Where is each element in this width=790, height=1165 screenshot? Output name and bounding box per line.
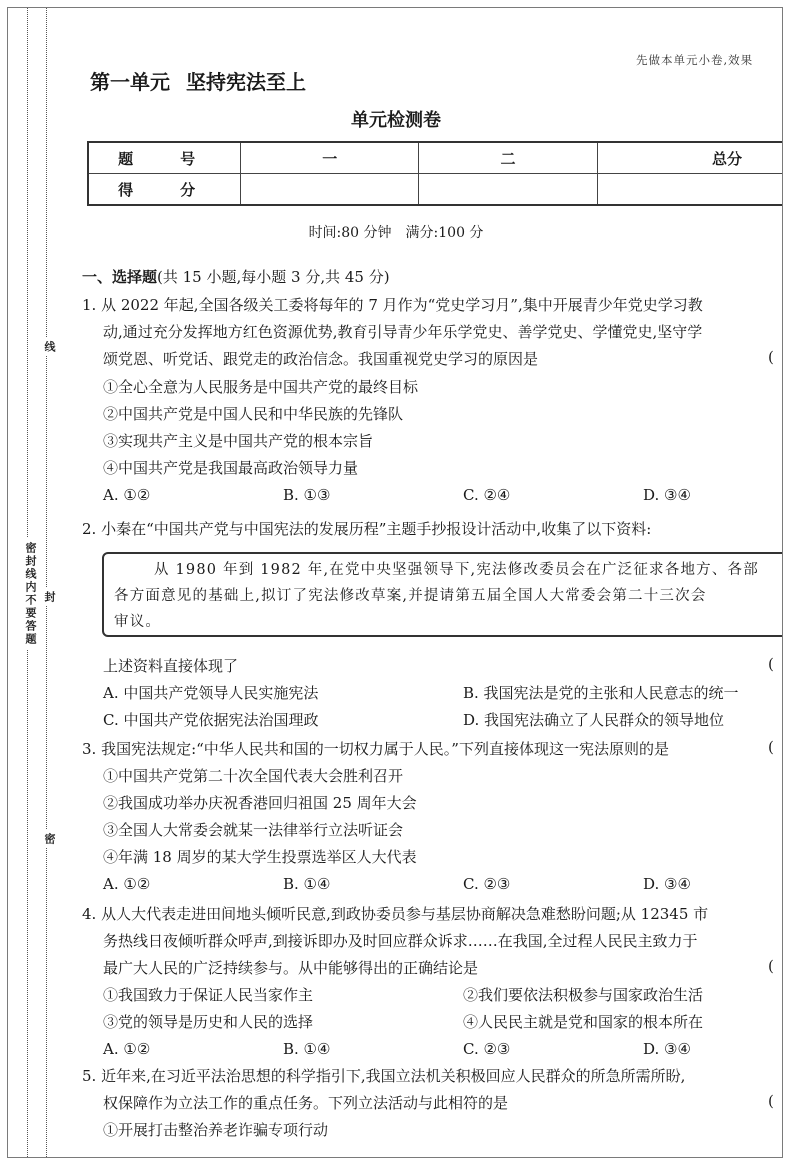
q5-line-2: 权保障作为立法工作的重点任务。下列立法活动与此相符的是 <box>103 1094 509 1112</box>
q3-option-c[interactable]: C. ②③ <box>463 875 511 893</box>
header-tip: 先做本单元小卷,效果 <box>636 53 754 67</box>
exam-content <box>8 8 782 1157</box>
q3-statement-3: ③全国人大常委会就某一法律举行立法听证会 <box>103 821 404 839</box>
q2-option-a[interactable]: A. 中国共产党领导人民实施宪法 <box>103 684 319 702</box>
q2-material-line-3: 审议。 <box>114 614 162 630</box>
section-title: 一、选择题 <box>82 268 158 286</box>
q3-option-d[interactable]: D. ③④ <box>643 875 691 893</box>
q3-statement-2: ②我国成功举办庆祝香港回归祖国 25 周年大会 <box>103 794 417 812</box>
q5-answer-paren[interactable]: ( <box>768 1092 774 1110</box>
q2-option-c[interactable]: C. 中国共产党依据宪法治国理政 <box>103 711 319 729</box>
q3-answer-paren[interactable]: ( <box>768 738 774 756</box>
q1-option-a[interactable]: A. ①② <box>103 486 151 504</box>
q4-statement-1: ①我国致力于保证人民当家作主 <box>103 986 314 1004</box>
q2-line-1: 2. 小秦在“中国共产党与中国宪法的发展历程”主题手抄报设计活动中,收集了以下资料: <box>82 520 652 538</box>
unit-title <box>90 66 306 95</box>
q1-line-3: 颂党恩、听党话、跟党走的政治信念。我国重视党史学习的原因是 <box>103 350 539 368</box>
q1-option-c[interactable]: C. ②④ <box>463 486 511 504</box>
binding-notice: 密封线内不要答题 <box>22 538 38 650</box>
q2-option-d[interactable]: D. 我国宪法确立了人民群众的领导地位 <box>463 711 725 729</box>
q4-line-1: 4. 从人大代表走进田间地头倾听民意,到政协委员参与基层协商解决急难愁盼问题;从 12345 市 <box>82 905 709 923</box>
exam-meta: 时间:80 分钟 满分:100 分 <box>308 225 484 241</box>
score-cell-total: 总分 <box>597 142 782 174</box>
q1-statement-2: ②中国共产党是中国人民和中华民族的先锋队 <box>103 405 404 423</box>
unit-number: 第一单元 <box>90 70 170 94</box>
q2-material-line-1: 从 1980 年到 1982 年,在党中央坚强领导下,宪法修改委员会在广泛征求各地方、各部 <box>154 562 759 578</box>
section-heading <box>82 266 390 287</box>
binding-mark-feng: 封 <box>41 588 57 605</box>
q4-line-3: 最广大人民的广泛持续参与。从中能够得出的正确结论是 <box>103 959 479 977</box>
score-table <box>87 141 782 206</box>
binding-mark-mi: 密 <box>41 830 57 847</box>
score-cell-part1: 一 <box>241 142 419 174</box>
q2-material-box <box>102 552 783 637</box>
q4-statement-3: ③党的领导是历史和人民的选择 <box>103 1013 314 1031</box>
q1-statement-1: ①全心全意为人民服务是中国共产党的最终目标 <box>103 378 419 396</box>
q4-statement-4: ④人民民主就是党和国家的根本所在 <box>463 1013 704 1031</box>
q3-statement-1: ①中国共产党第二十次全国代表大会胜利召开 <box>103 767 404 785</box>
q1-answer-paren[interactable]: ( <box>768 348 774 366</box>
q1-statement-3: ③实现共产主义是中国共产党的根本宗旨 <box>103 432 374 450</box>
q4-option-a[interactable]: A. ①② <box>103 1040 151 1058</box>
q1-statement-4: ④中国共产党是我国最高政治领导力量 <box>103 459 359 477</box>
score-table-header-row <box>88 142 782 174</box>
score-table-score-row <box>88 174 782 206</box>
binding-mark-xian: 线 <box>41 338 57 355</box>
q5-statement-1: ①开展打击整治养老诈骗专项行动 <box>103 1121 329 1139</box>
q4-option-b[interactable]: B. ①④ <box>283 1040 331 1058</box>
q4-option-c[interactable]: C. ②③ <box>463 1040 511 1058</box>
score-cell-label: 题 号 <box>88 142 241 174</box>
score-input-part1[interactable] <box>241 174 419 206</box>
q1-line-1: 1. 从 2022 年起,全国各级关工委将每年的 7 月作为“党史学习月”,集中开展青少年党史学习教 <box>82 296 703 314</box>
q4-answer-paren[interactable]: ( <box>768 957 774 975</box>
score-input-total[interactable] <box>597 174 782 206</box>
q4-statement-2: ②我们要依法积极参与国家政治生活 <box>463 986 704 1004</box>
test-title: 单元检测卷 <box>351 110 441 131</box>
section-note: (共 15 小题,每小题 3 分,共 45 分) <box>157 268 390 286</box>
q2-material-line-2: 各方面意见的基础上,拟订了宪法修改草案,并提请第五届全国人大常委会第二十三次会 <box>114 588 707 604</box>
q3-line-1: 3. 我国宪法规定:“中华人民共和国的一切权力属于人民。”下列直接体现这一宪法原则的是 <box>82 740 669 758</box>
q3-option-b[interactable]: B. ①④ <box>283 875 331 893</box>
score-input-part2[interactable] <box>419 174 597 206</box>
q3-statement-4: ④年满 18 周岁的某大学生投票选举区人大代表 <box>103 848 417 866</box>
q2-option-b[interactable]: B. 我国宪法是党的主张和人民意志的统一 <box>463 684 739 702</box>
unit-name: 坚持宪法至上 <box>186 70 306 94</box>
q4-option-d[interactable]: D. ③④ <box>643 1040 691 1058</box>
q2-stem: 上述资料直接体现了 <box>103 657 239 675</box>
score-cell-label: 得 分 <box>88 174 241 206</box>
q1-option-d[interactable]: D. ③④ <box>643 486 691 504</box>
q5-line-1: 5. 近年来,在习近平法治思想的科学指引下,我国立法机关积极回应人民群众的所急所需所盼, <box>82 1067 686 1085</box>
q1-line-2: 动,通过充分发挥地方红色资源优势,教育引导青少年乐学党史、善学党史、学懂党史,坚守学 <box>103 323 703 341</box>
score-cell-part2: 二 <box>419 142 597 174</box>
page-frame <box>7 7 783 1158</box>
q1-option-b[interactable]: B. ①③ <box>283 486 331 504</box>
q4-line-2: 务热线日夜倾听群众呼声,到接诉即办及时回应群众诉求……在我国,全过程人民民主致力于 <box>103 932 698 950</box>
q3-option-a[interactable]: A. ①② <box>103 875 151 893</box>
q2-answer-paren[interactable]: ( <box>768 655 774 673</box>
